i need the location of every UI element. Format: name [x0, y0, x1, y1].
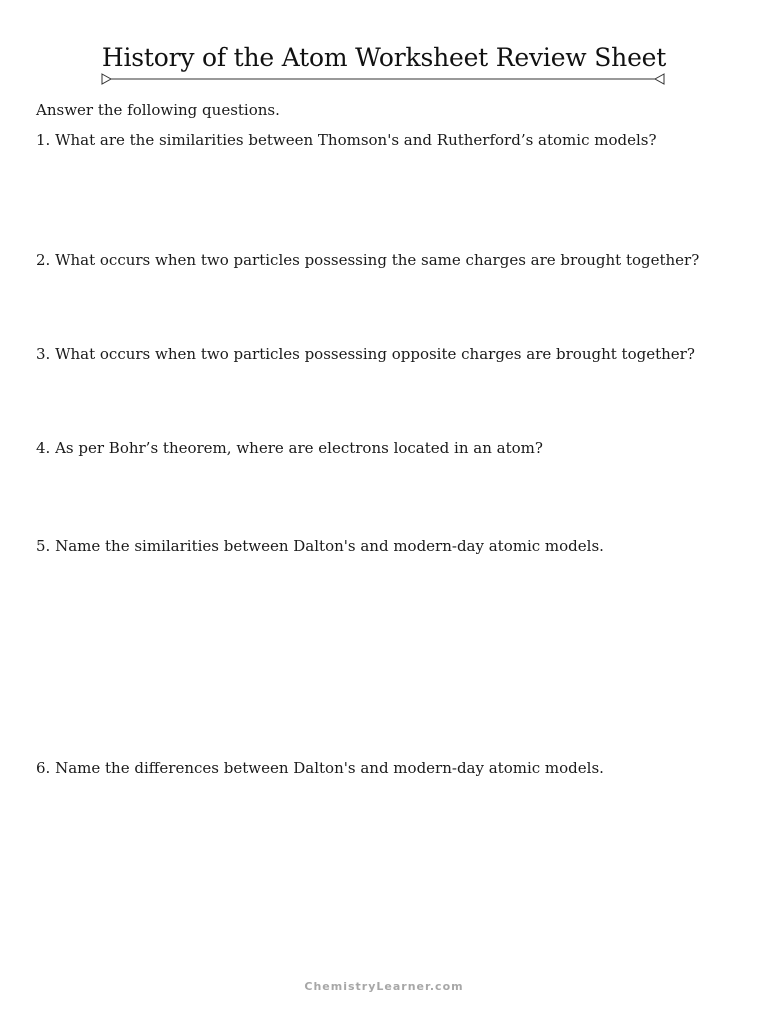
title-underline-arrow: [101, 72, 665, 86]
question-1: 1. What are the similarities between Thomson's and Rutherford’s atomic models?: [36, 131, 657, 149]
instructions-text: Answer the following questions.: [36, 101, 280, 119]
worksheet-title: History of the Atom Worksheet Review Sheet: [101, 43, 667, 72]
question-4: 4. As per Bohr’s theorem, where are electrons located in an atom?: [36, 439, 543, 457]
question-2: 2. What occurs when two particles possessing the same charges are brought together?: [36, 251, 700, 269]
question-5: 5. Name the similarities between Dalton's and modern-day atomic models.: [36, 537, 604, 555]
footer-brand: ChemistryLearner.com: [304, 980, 464, 993]
question-3: 3. What occurs when two particles possessing opposite charges are brought together?: [36, 345, 695, 363]
question-6: 6. Name the differences between Dalton's and modern-day atomic models.: [36, 759, 604, 777]
